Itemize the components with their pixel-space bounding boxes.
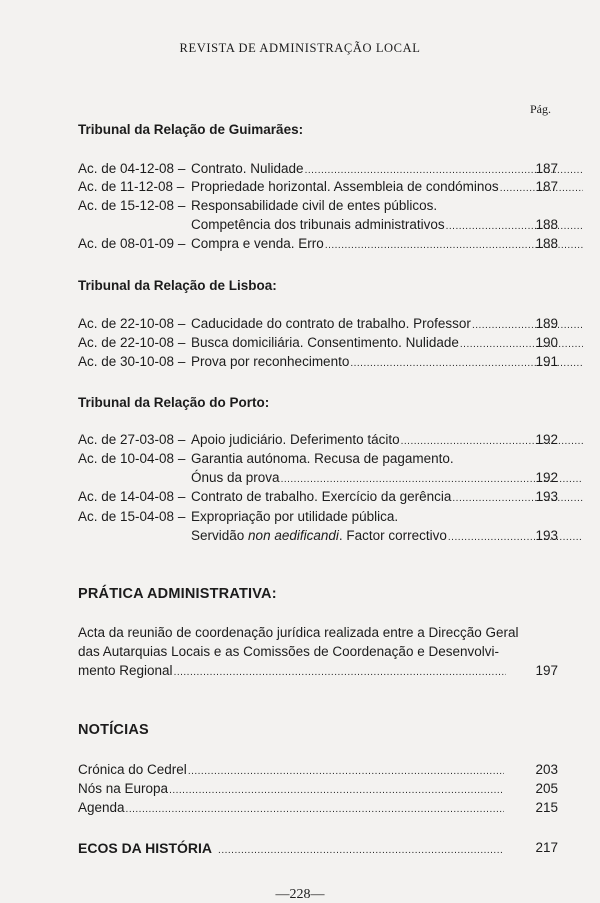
entry-title: Compra e venda. Erro — [191, 236, 324, 251]
entry-title: Busca domiciliária. Consentimento. Nulidade — [191, 335, 459, 350]
entry-title: Expropriação por utilidade pública. — [191, 509, 399, 524]
entry-title: Contrato. Nulidade — [191, 161, 304, 176]
toc-entry-ecos — [78, 839, 558, 857]
entry-title-part: . Factor correctivo — [338, 528, 447, 543]
page-column-label: Pág. — [530, 102, 551, 116]
entry-date: Ac. de 11-12-08 – — [78, 179, 185, 194]
toc-entry — [78, 488, 558, 506]
entry-date: Ac. de 22-10-08 – — [78, 335, 186, 350]
entry-title: Contrato de trabalho. Exercício da gerência — [191, 489, 452, 504]
dot-leader — [460, 336, 583, 354]
entry-date: Ac. de 15-12-08 – — [78, 198, 186, 213]
entry-page: 217 — [535, 840, 558, 855]
entry-title-line: das Autarquias Locais e as Comissões de Coordenação e Desenvolvi- — [78, 644, 499, 659]
entry-date: Ac. de 27-03-08 – — [78, 432, 186, 447]
entry-title: Ónus da prova — [191, 470, 280, 485]
toc-entry — [78, 315, 558, 333]
entry-title: Propriedade horizontal. Assembleia de condóminos — [191, 179, 499, 194]
entry-page: 193 — [535, 528, 558, 543]
section-title-ecos: ECOS DA HISTÓRIA — [78, 840, 213, 856]
entry-page: 192 — [535, 470, 558, 485]
entry-page: 193 — [535, 489, 558, 504]
entry-page: 190 — [535, 335, 558, 350]
entry-date: Ac. de 30-10-08 – — [78, 354, 186, 369]
entry-date: Ac. de 15-04-08 – — [78, 509, 186, 524]
toc-entry — [78, 235, 558, 253]
page-number: —228— — [275, 887, 325, 902]
entry-page: 215 — [535, 800, 558, 815]
toc-entry — [78, 761, 558, 779]
entry-page: 191 — [535, 354, 558, 369]
toc-entry — [78, 197, 558, 215]
entry-date: Ac. de 04-12-08 – — [78, 161, 186, 176]
entry-page: 188 — [535, 217, 558, 232]
dot-leader — [174, 664, 506, 682]
section-title-pratica: PRÁTICA ADMINISTRATIVA: — [78, 586, 277, 602]
dot-leader — [188, 763, 504, 781]
toc-entry — [78, 160, 558, 178]
entry-title: Responsabilidade civil de entes públicos. — [191, 198, 438, 213]
entry-page: 187 — [535, 179, 558, 194]
entry-date: Ac. de 10-04-08 – — [78, 451, 186, 466]
entry-title-part: Servidão — [191, 528, 249, 543]
entry-title: Agenda — [78, 800, 125, 815]
dot-leader — [448, 529, 583, 547]
toc-entry — [78, 431, 558, 449]
entry-title-line: Acta da reunião de coordenação jurídica realizada entre a Direcção Geral — [78, 625, 519, 640]
entry-title: Caducidade do contrato de trabalho. Professor — [191, 316, 471, 331]
toc-entry — [78, 353, 558, 371]
toc-entry — [78, 780, 558, 798]
entry-title: mento Regional — [78, 663, 173, 678]
running-header: REVISTA DE ADMINISTRAÇÃO LOCAL — [179, 41, 421, 55]
dot-leader — [446, 218, 583, 236]
toc-entry-continuation — [78, 527, 558, 545]
entry-title: Prova por reconhecimento — [191, 354, 350, 369]
entry-title: Garantia autónoma. Recusa de pagamento. — [191, 451, 454, 466]
entry-page: 189 — [535, 316, 558, 331]
section-title-noticias: NOTÍCIAS — [78, 722, 149, 738]
toc-entry-continuation — [78, 216, 558, 234]
entry-page: 205 — [535, 781, 558, 796]
entry-page: 197 — [535, 663, 558, 678]
toc-entry-continuation — [78, 469, 558, 487]
entry-title: Competência dos tribunais administrativos — [191, 217, 445, 232]
section-title-porto: Tribunal da Relação do Porto: — [78, 395, 270, 410]
entry-title-italic: non aedificandi — [248, 528, 339, 543]
entry-title — [191, 527, 447, 545]
dot-leader — [169, 782, 504, 800]
entry-date: Ac. de 22-10-08 – — [78, 316, 186, 331]
entry-title: Crónica do Cedrel — [78, 762, 187, 777]
entry-page: 187 — [535, 161, 558, 176]
entry-title: Apoio judiciário. Deferimento tácito — [191, 432, 400, 447]
section-title-guimaraes: Tribunal da Relação de Guimarães: — [78, 122, 304, 137]
toc-entry — [78, 450, 558, 468]
entry-page: 192 — [535, 432, 558, 447]
toc-entry — [78, 334, 558, 352]
dot-leader — [126, 801, 504, 819]
toc-entry — [78, 799, 558, 817]
entry-date: Ac. de 08-01-09 – — [78, 236, 186, 251]
entry-page: 188 — [535, 236, 558, 251]
toc-entry — [78, 662, 558, 680]
dot-leader — [218, 842, 504, 860]
dot-leader — [472, 317, 583, 335]
toc-entry — [78, 508, 558, 526]
entry-title: Nós na Europa — [78, 781, 169, 796]
dot-leader — [452, 490, 583, 508]
toc-entry — [78, 178, 558, 196]
section-title-lisboa: Tribunal da Relação de Lisboa: — [78, 278, 277, 293]
entry-page: 203 — [535, 762, 558, 777]
entry-date: Ac. de 14-04-08 – — [78, 489, 186, 504]
